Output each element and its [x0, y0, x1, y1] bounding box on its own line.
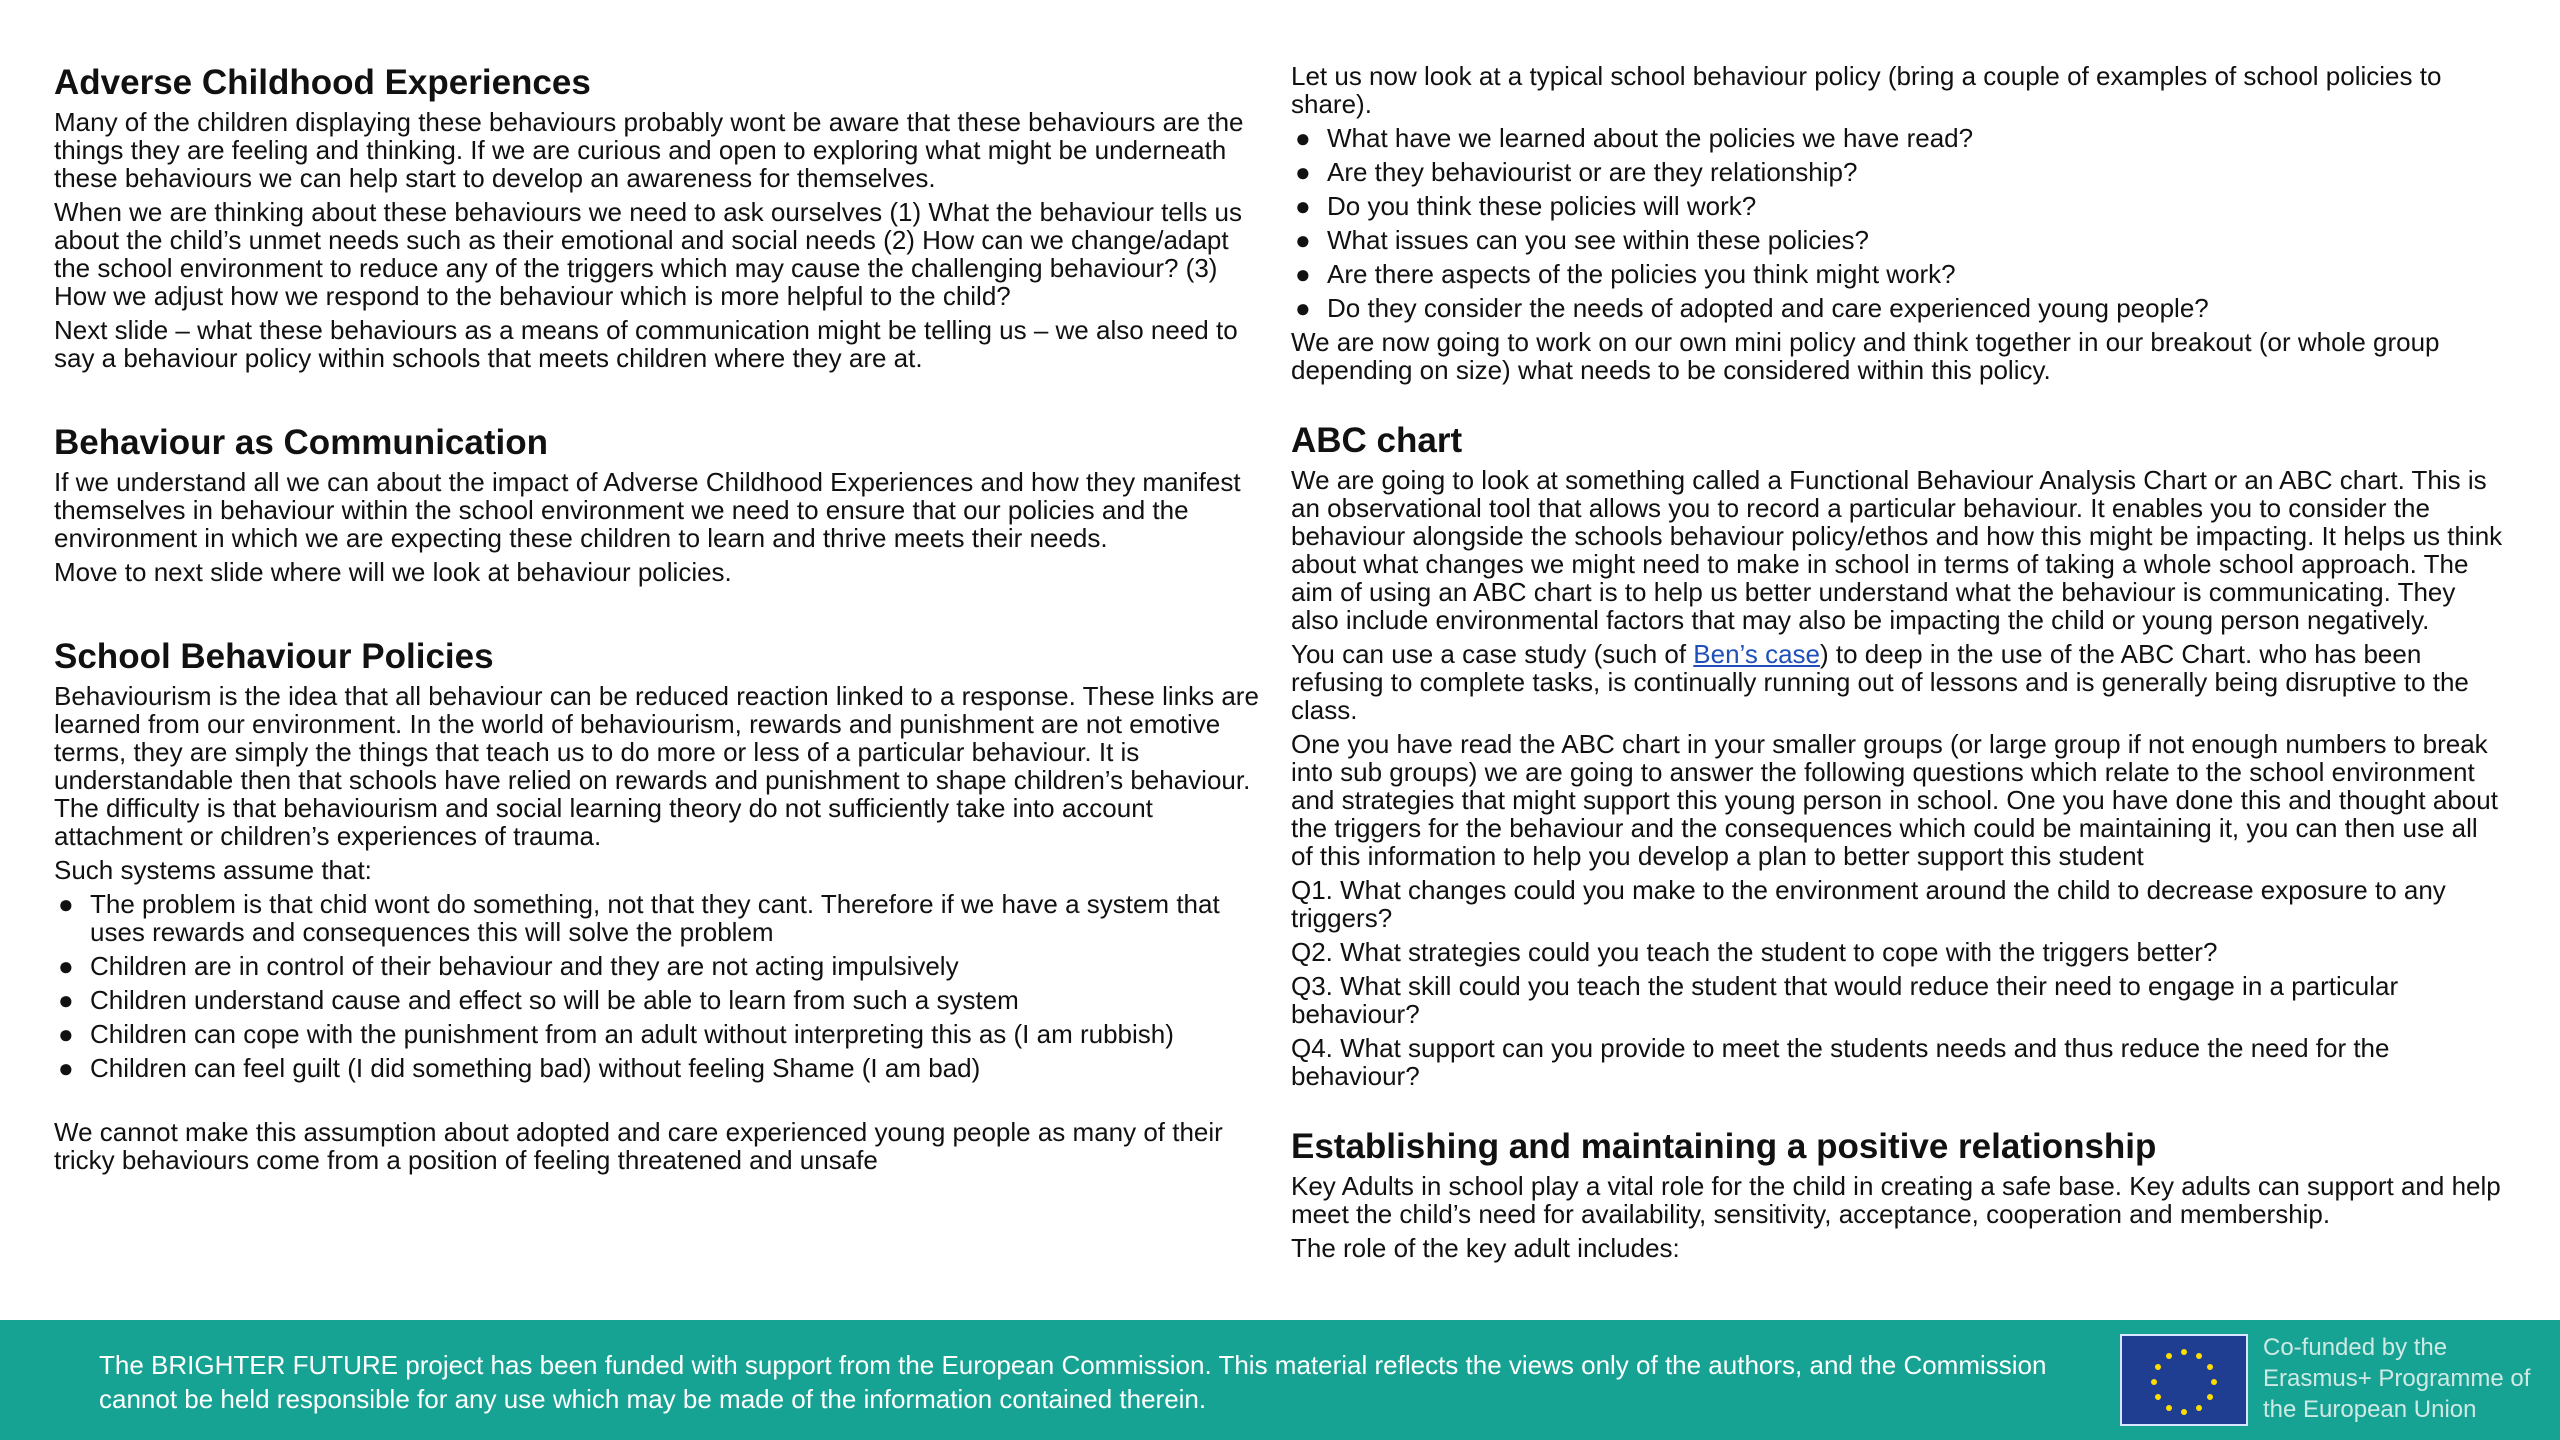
bullet-dot-icon: ●: [58, 951, 74, 981]
section-heading-ace: Adverse Childhood Experiences: [54, 63, 591, 102]
relationship-paragraph-1: Key Adults in school play a vital role for the child in creating a safe base. Key adults can support and help meet the child’s need for availability, sensitivity, acceptance, cooperation and membership.: [1291, 1171, 2501, 1229]
abc-paragraph-3: One you have read the ABC chart in your smaller groups (or large group if not enough numbers to break into sub groups) we are going to answer the following questions which relate to the school environment and strategies that might support this young person in school. One you have done this and thought about the triggers for the behaviour and the consequences which could be maintaining it, you can then use all of this information to help you develop a plan to better support this student: [1291, 729, 2498, 871]
list-item: ● Children can feel guilt (I did something bad) without feeling Shame (I am bad): [58, 1053, 981, 1083]
spacer: [1291, 390, 2506, 420]
abc-question-4: Q4. What support can you provide to meet the students needs and thus reduce the need for the behaviour?: [1291, 1033, 2390, 1091]
bullet-dot-icon: ●: [1295, 157, 1311, 187]
communication-paragraph-2: Move to next slide where will we look at behaviour policies.: [54, 557, 732, 587]
bullet-dot-icon: ●: [1295, 293, 1311, 323]
abc-paragraph-2: You can use a case study (such of Ben’s case) to deep in the use of the ABC Chart. who has been refusing to complete tasks, is continually running out of lessons and is generally being disruptive to the class.: [1291, 639, 2469, 725]
policy-questions-list: [1291, 124, 2506, 322]
abc-question-2: Q2. What strategies could you teach the student to cope with the triggers better?: [1291, 937, 2218, 967]
section-heading-communication: Behaviour as Communication: [54, 423, 548, 462]
bullet-dot-icon: ●: [58, 1053, 74, 1083]
list-item: ● Do you think these policies will work?: [1295, 191, 1757, 221]
bullet-dot-icon: ●: [58, 1019, 74, 1049]
abc-question-1: Q1. What changes could you make to the environment around the child to decrease exposure to any triggers?: [1291, 875, 2446, 933]
bullet-dot-icon: ●: [1295, 225, 1311, 255]
policies-paragraph-2: Such systems assume that:: [54, 855, 372, 885]
list-item: ● Are there aspects of the policies you think might work?: [1295, 259, 1956, 289]
list-item: ● The problem is that chid wont do something, not that they cant. Therefore if we have a system that uses rewards and consequences this will solve the problem: [58, 889, 1220, 947]
ace-paragraph-1: Many of the children displaying these behaviours probably wont be aware that these behaviours are the things they are feeling and thinking. If we are curious and open to exploring what might be underneath these behaviours we can help start to develop an awareness for themselves.: [54, 107, 1244, 193]
list-item: ● What issues can you see within these policies?: [1295, 225, 1869, 255]
ace-paragraph-2: When we are thinking about these behaviours we need to ask ourselves (1) What the behaviour tells us about the child’s unmet needs such as their emotional and social needs (2) How can we change/adapt the school environment to reduce any of the triggers which may cause the challenging behaviour? (3) How we adjust how we respond to the behaviour which is more helpful to the child?: [54, 197, 1243, 311]
list-item: ● Are they behaviourist or are they relationship?: [1295, 157, 1858, 187]
communication-paragraph-1: If we understand all we can about the impact of Adverse Childhood Experiences and how they manifest themselves in behaviour within the school environment we need to ensure that our policies and the environment in which we are expecting these children to learn and thrive meets their needs.: [54, 467, 1241, 553]
policy-outro-paragraph: We are now going to work on our own mini policy and think together in our breakout (or whole group depending on size) what needs to be considered within this policy.: [1291, 327, 2440, 385]
spacer: [54, 1088, 1264, 1118]
list-item: ● What have we learned about the policies we have read?: [1295, 123, 1974, 153]
bullet-dot-icon: ●: [58, 985, 74, 1015]
list-item: ● Do they consider the needs of adopted and care experienced young people?: [1295, 293, 2209, 323]
bens-case-link[interactable]: Ben’s case: [1693, 639, 1821, 669]
footer-bar: [0, 1320, 2560, 1440]
section-heading-abc: ABC chart: [1291, 421, 1463, 460]
list-item: ● Children are in control of their behaviour and they are not acting impulsively: [58, 951, 959, 981]
eu-cofunded-caption: Co-funded by the Erasmus+ Programme of the European Union: [2263, 1334, 2531, 1423]
list-item: ● Children can cope with the punishment from an adult without interpreting this as (I am rubbish): [58, 1019, 1174, 1049]
eu-stars-icon: [2122, 1336, 2246, 1424]
ace-paragraph-3: Next slide – what these behaviours as a means of communication might be telling us – we also need to say a behaviour policy within schools that meets children where they are at.: [54, 315, 1238, 373]
bullet-dot-icon: ●: [1295, 191, 1311, 221]
spacer: [1291, 1096, 2506, 1126]
abc-paragraph-1: We are going to look at something called a Functional Behaviour Analysis Chart or an ABC chart. This is an observational tool that allows you to record a particular behaviour. It enables you to consider the behaviour alongside the schools behaviour policy/ethos and how this might be impacting. It helps us think about what changes we might need to make in school in terms of taking a whole school approach. The aim of using an ABC chart is to help us better understand what the behaviour is communicating. They also include environmental factors that may also be impacting the child or young person negatively.: [1291, 465, 2503, 635]
bullet-dot-icon: ●: [58, 889, 74, 919]
left-column: [54, 62, 1264, 1180]
relationship-paragraph-2: The role of the key adult includes:: [1291, 1233, 1680, 1263]
abc-question-3: Q3. What skill could you teach the student that would reduce their need to engage in a particular behaviour?: [1291, 971, 2399, 1029]
spacer: [54, 378, 1264, 422]
funding-disclaimer: The BRIGHTER FUTURE project has been funded with support from the European Commission. This material reflects the views only of the authors, and the Commission cannot be held responsible for any use which may be made of the information contained therein.: [99, 1350, 2047, 1414]
bullet-dot-icon: ●: [1295, 123, 1311, 153]
section-heading-relationship: Establishing and maintaining a positive relationship: [1291, 1127, 2157, 1166]
list-item: ● Children understand cause and effect so will be able to learn from such a system: [58, 985, 1019, 1015]
policies-paragraph-3: We cannot make this assumption about adopted and care experienced young people as many of their tricky behaviours come from a position of feeling threatened and unsafe: [54, 1117, 1223, 1175]
policies-paragraph-1: Behaviourism is the idea that all behaviour can be reduced reaction linked to a response. These links are learned from our environment. In the world of behaviourism, rewards and punishment are not emotive terms, they are simply the things that teach us to do more or less of a particular behaviour. It is understandable then that schools have relied on rewards and punishment to shape children’s behaviour. The difficulty is that behaviourism and social learning theory do not sufficiently take into account attachment or children’s experiences of trauma.: [54, 681, 1259, 851]
policy-intro-paragraph: Let us now look at a typical school behaviour policy (bring a couple of examples of school policies to share).: [1291, 61, 2442, 119]
right-column: [1291, 62, 2506, 1268]
spacer: [54, 592, 1264, 636]
section-heading-policies: School Behaviour Policies: [54, 637, 494, 676]
eu-flag-icon: [2120, 1334, 2248, 1426]
bullet-dot-icon: ●: [1295, 259, 1311, 289]
assumptions-list: [54, 890, 1264, 1082]
